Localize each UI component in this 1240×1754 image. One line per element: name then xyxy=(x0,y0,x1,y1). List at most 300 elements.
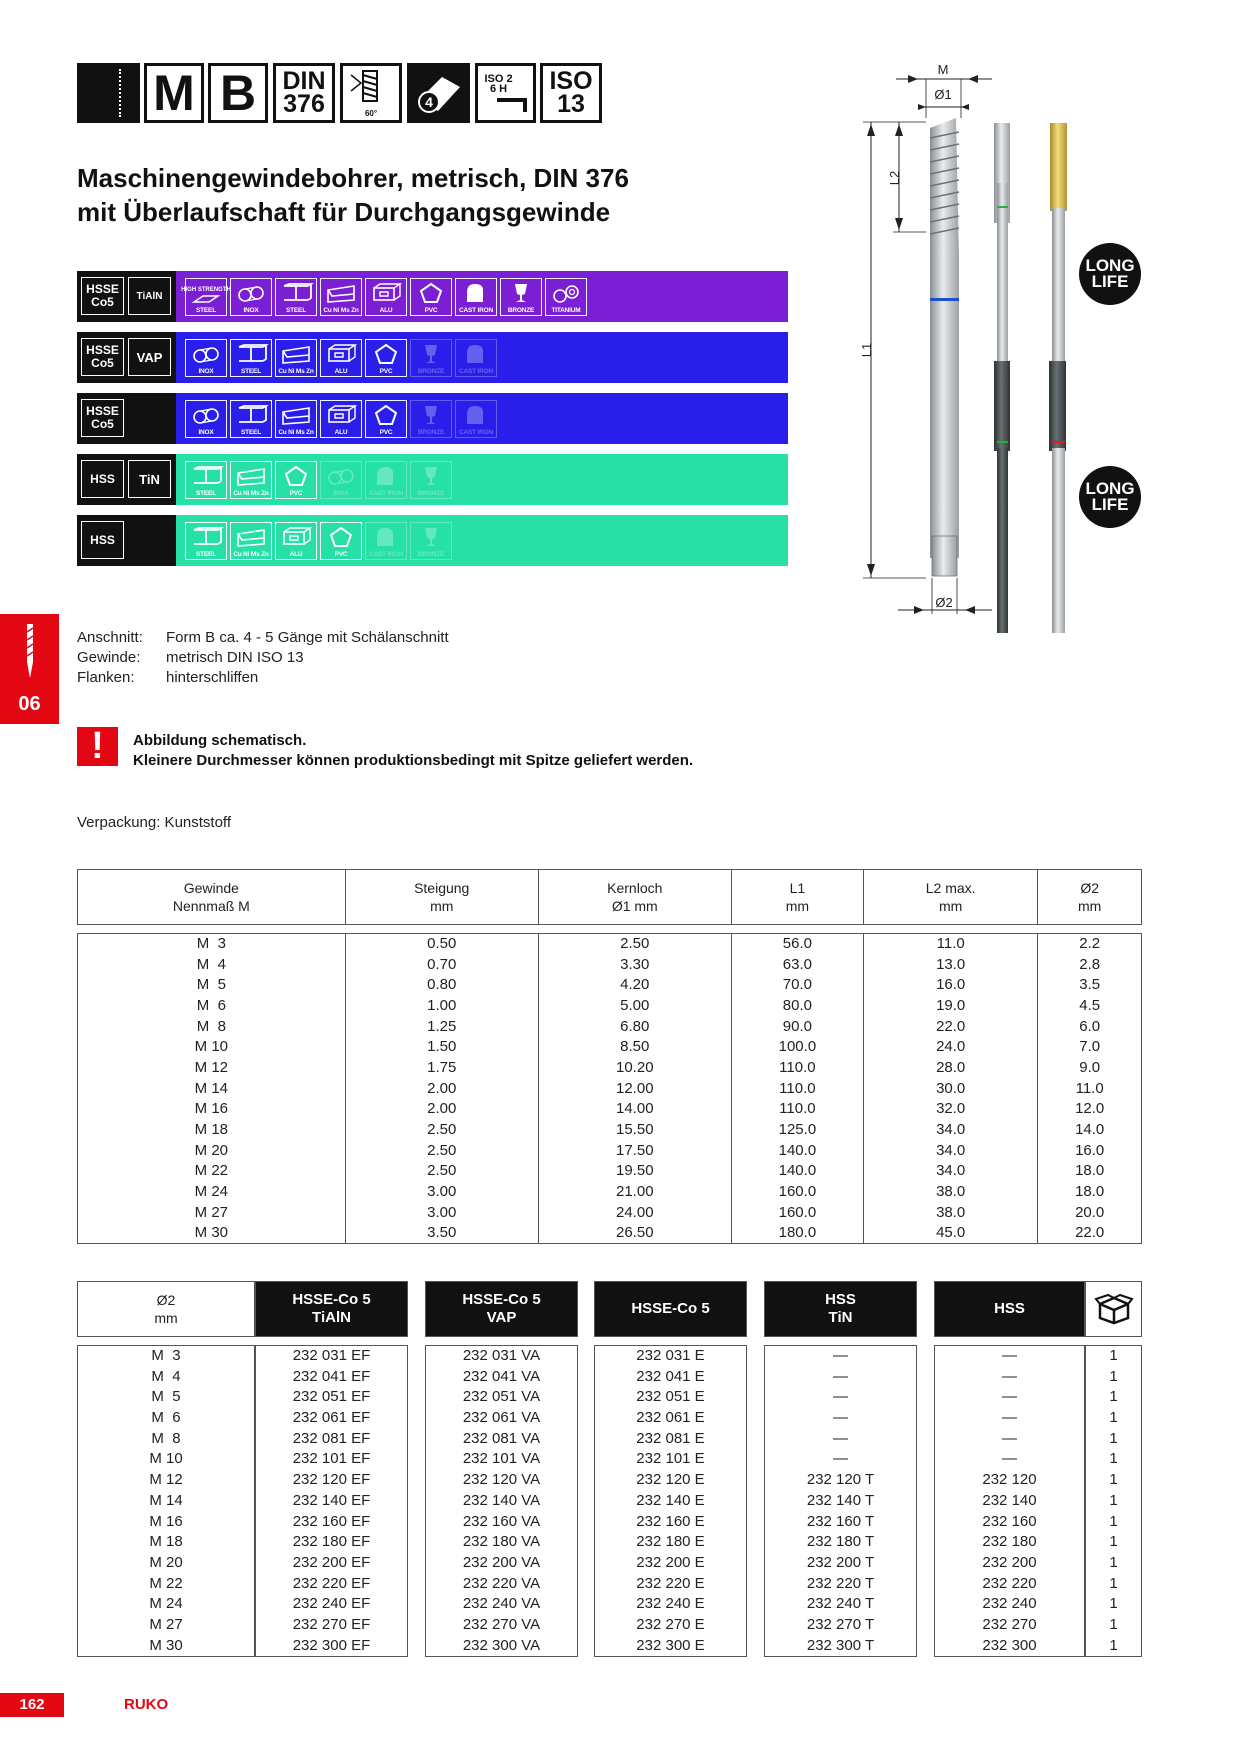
table-cell: 180.0 xyxy=(731,1223,863,1244)
coating-badge: TiN xyxy=(128,460,171,498)
material-bronze xyxy=(410,339,452,377)
din-376-icon: DIN 376 xyxy=(273,63,335,123)
material-name: BRONZE xyxy=(507,307,535,314)
title-line-1: Maschinengewindebohrer, metrisch, DIN 376 xyxy=(77,163,629,193)
page-number: 162 xyxy=(0,1693,64,1717)
pvc-icon xyxy=(366,401,406,428)
column-header: L1 mm xyxy=(731,870,863,925)
material-non-ferrous xyxy=(230,522,272,560)
table-cell: 10.20 xyxy=(538,1058,731,1079)
table-cell: — xyxy=(1002,1429,1017,1447)
material-pvc xyxy=(320,522,362,560)
material-pvc xyxy=(275,461,317,499)
table-cell: 21.00 xyxy=(538,1182,731,1203)
table-cell: 1 xyxy=(1109,1429,1118,1447)
material-name: ALU xyxy=(379,307,393,314)
svg-text:L2: L2 xyxy=(887,170,902,186)
table-cell: — xyxy=(833,1409,848,1427)
thread-profile-icon xyxy=(349,69,393,109)
col-header-vap: HSSE-Co 5 VAP xyxy=(425,1281,578,1337)
material-cast-iron xyxy=(455,278,497,316)
tool-material-label xyxy=(77,515,176,566)
material-cast-iron xyxy=(455,339,497,377)
table-cell: 1 xyxy=(1109,1595,1118,1613)
packaging-text: Verpackung: Kunststoff xyxy=(77,814,231,831)
table-row xyxy=(78,1016,1142,1037)
table-cell: — xyxy=(833,1367,848,1385)
long-life-badge: LONG LIFE xyxy=(1079,243,1141,305)
material-name: CAST IRON xyxy=(459,368,493,375)
spec-row xyxy=(77,628,449,648)
table-cell: 28.0 xyxy=(864,1058,1038,1079)
alu-icon xyxy=(321,401,361,428)
material-name: ALU xyxy=(289,551,303,558)
iso2-6h-icon: ISO 2 6 H xyxy=(475,63,536,123)
table-cell: 5.00 xyxy=(538,996,731,1017)
metric-icon: M xyxy=(144,63,204,123)
table-cell: 232 270 xyxy=(982,1615,1037,1633)
form-b-icon: B xyxy=(208,63,268,123)
table-cell: 232 180 T xyxy=(806,1533,875,1551)
base-material-badge: HSS xyxy=(81,460,124,498)
table-cell: 1 xyxy=(1109,1471,1118,1489)
table-cell: 232 140 E xyxy=(636,1491,705,1509)
material-bronze xyxy=(410,400,452,438)
table-row xyxy=(78,954,1142,975)
bronze-icon xyxy=(411,462,451,489)
table-cell: 232 160 T xyxy=(806,1512,875,1530)
table-cell: 34.0 xyxy=(864,1120,1038,1141)
column-header: Gewinde Nennmaß M xyxy=(78,870,346,925)
material-name: STEEL xyxy=(196,551,216,558)
table-cell: 0.70 xyxy=(345,954,538,975)
svg-text:4: 4 xyxy=(424,94,433,110)
table-cell: 13.0 xyxy=(864,954,1038,975)
table-cell: 34.0 xyxy=(864,1140,1038,1161)
table-cell: 4.20 xyxy=(538,975,731,996)
material-steel xyxy=(230,339,272,377)
material-name: PVC xyxy=(424,307,438,314)
material-name: STEEL xyxy=(286,307,306,314)
table-row xyxy=(78,1120,1142,1141)
table-row xyxy=(78,1223,1142,1244)
tap-image-hsse xyxy=(1049,361,1066,633)
material-row xyxy=(77,393,788,444)
material-bronze xyxy=(410,522,452,560)
material-name: CAST IRON xyxy=(369,490,403,497)
col-header-hss: HSS xyxy=(934,1281,1085,1337)
table-cell: 232 200 E xyxy=(636,1553,705,1571)
spec-key: Flanken: xyxy=(77,669,135,686)
col-header-tialn: HSSE-Co 5 TiAlN xyxy=(255,1281,408,1337)
base-material-badge: HSSE Co5 xyxy=(81,277,124,315)
table-cell: 232 061 VA xyxy=(462,1409,541,1427)
spec-key: Anschnitt: xyxy=(77,629,143,646)
spec-value: Form B ca. 4 - 5 Gänge mit Schälanschnitt xyxy=(166,629,449,646)
table-cell: M 3 xyxy=(78,934,346,955)
table-row xyxy=(78,1202,1142,1223)
table-cell: 32.0 xyxy=(864,1099,1038,1120)
table-cell: M 6 xyxy=(151,1409,181,1427)
tool-material-label xyxy=(77,454,176,505)
material-high-strength-steel xyxy=(181,278,231,316)
material-name: PVC xyxy=(289,490,303,497)
table-cell: M 5 xyxy=(78,975,346,996)
table-cell: 0.80 xyxy=(345,975,538,996)
material-pvc xyxy=(365,339,407,377)
table-cell: M 30 xyxy=(149,1636,183,1654)
tap-drawing xyxy=(860,58,1160,630)
note: Abbildung schematisch. Kleinere Durchmesser können produktionsbedingt mit Spitze geliefert werden. xyxy=(133,732,694,769)
table-cell: 56.0 xyxy=(731,934,863,955)
material-non-ferrous xyxy=(230,461,272,499)
table-cell: M 8 xyxy=(78,1016,346,1037)
tool-material-label xyxy=(77,393,176,444)
table-cell: 1 xyxy=(1109,1533,1118,1551)
svg-text:L1: L1 xyxy=(859,342,874,358)
table-cell: M 4 xyxy=(78,954,346,975)
material-bronze xyxy=(500,278,542,316)
table-cell: 232 300 E xyxy=(636,1636,705,1654)
steel-icon xyxy=(231,340,271,367)
cast-iron-icon xyxy=(456,279,496,306)
table-cell: 110.0 xyxy=(731,1078,863,1099)
table-cell: 63.0 xyxy=(731,954,863,975)
spec-list xyxy=(77,628,449,688)
table-cell: 2.50 xyxy=(345,1161,538,1182)
material-bronze xyxy=(410,461,452,499)
table-cell: M 14 xyxy=(149,1491,183,1509)
col-qty xyxy=(1085,1345,1142,1657)
material-non-ferrous xyxy=(275,339,317,377)
tool-material-label xyxy=(77,271,176,322)
spec-value: metrisch DIN ISO 13 xyxy=(166,649,304,666)
base-material-badge: HSSE Co5 xyxy=(81,399,124,437)
svg-text:Ø1: Ø1 xyxy=(934,87,952,102)
tap-image-vap xyxy=(994,361,1010,633)
material-name: CAST IRON xyxy=(459,429,493,436)
table-cell: 1 xyxy=(1109,1347,1118,1364)
table-cell: M 8 xyxy=(151,1429,181,1447)
alu-icon xyxy=(276,523,316,550)
material-inox xyxy=(230,278,272,316)
table-cell: 232 240 EF xyxy=(292,1595,371,1613)
alu-icon xyxy=(366,279,406,306)
table-cell: 160.0 xyxy=(731,1202,863,1223)
coating-badge: VAP xyxy=(128,338,171,376)
table-cell: 232 220 VA xyxy=(462,1574,541,1592)
svg-text:M: M xyxy=(937,62,949,77)
pvc-icon xyxy=(276,462,316,489)
material-alu xyxy=(320,400,362,438)
material-inox xyxy=(320,461,362,499)
material-name: ALU xyxy=(334,429,348,436)
table-cell: 232 041 EF xyxy=(292,1367,371,1385)
long-life-badge: LONG LIFE xyxy=(1079,466,1141,528)
table-cell: 232 220 E xyxy=(636,1574,705,1592)
material-steel xyxy=(185,461,227,499)
table-cell: 24.00 xyxy=(538,1202,731,1223)
table-cell: 232 031 VA xyxy=(462,1347,541,1364)
table-cell: 9.0 xyxy=(1038,1058,1142,1079)
table-cell: 232 240 T xyxy=(806,1595,875,1613)
table-row xyxy=(78,1182,1142,1203)
section-number: 06 xyxy=(18,693,41,715)
table-cell: 232 031 E xyxy=(636,1347,705,1364)
table-cell: 38.0 xyxy=(864,1202,1038,1223)
col-vap xyxy=(425,1345,578,1657)
table-cell: 17.50 xyxy=(538,1140,731,1161)
table-cell: 2.50 xyxy=(345,1120,538,1141)
table-cell: 232 240 VA xyxy=(462,1595,541,1613)
inox-icon xyxy=(231,279,271,306)
table-cell: — xyxy=(833,1450,848,1468)
table-row xyxy=(78,975,1142,996)
titanium-icon xyxy=(546,279,586,306)
table-cell: 34.0 xyxy=(864,1161,1038,1182)
col-header-hsse: HSSE-Co 5 xyxy=(594,1281,747,1337)
table-cell: 232 051 E xyxy=(636,1388,705,1406)
material-name: PVC xyxy=(334,551,348,558)
coating-badge: TiAlN xyxy=(128,277,171,315)
table-cell: 1 xyxy=(1109,1553,1118,1571)
material-pvc xyxy=(410,278,452,316)
col-header-qty xyxy=(1085,1281,1142,1337)
material-name: PVC xyxy=(379,368,393,375)
table-cell: 90.0 xyxy=(731,1016,863,1037)
table-row xyxy=(78,1161,1142,1182)
table-cell: 19.50 xyxy=(538,1161,731,1182)
table-cell: 232 180 EF xyxy=(292,1533,371,1551)
table-cell: 232 270 VA xyxy=(462,1615,541,1633)
table-cell: 232 061 E xyxy=(636,1409,705,1427)
table-cell: M 16 xyxy=(149,1512,183,1530)
table-cell: 2.00 xyxy=(345,1099,538,1120)
table-cell: 3.50 xyxy=(345,1223,538,1244)
table-cell: 232 081 E xyxy=(636,1429,705,1447)
table-cell: 15.50 xyxy=(538,1120,731,1141)
material-name: Cu Ni Ms Zn xyxy=(233,490,269,497)
table-cell: 2.2 xyxy=(1038,934,1142,955)
table-cell: 12.0 xyxy=(1038,1099,1142,1120)
material-alu xyxy=(365,278,407,316)
table-cell: 3.00 xyxy=(345,1182,538,1203)
material-name: BRONZE xyxy=(417,429,445,436)
table-cell: M 12 xyxy=(78,1058,346,1079)
table-cell: 232 270 T xyxy=(806,1615,875,1633)
thread-angle-icon: 60° xyxy=(340,63,402,123)
table-cell: 232 220 T xyxy=(806,1574,875,1592)
table-cell: — xyxy=(1002,1450,1017,1468)
cast-iron-icon xyxy=(456,401,496,428)
material-inox xyxy=(185,400,227,438)
non-ferrous-icon xyxy=(231,462,271,489)
material-name: Cu Ni Ms Zn xyxy=(278,368,314,375)
material-row xyxy=(77,454,788,505)
table-cell: — xyxy=(1002,1388,1017,1406)
material-non-ferrous xyxy=(275,400,317,438)
table-cell: 232 120 E xyxy=(636,1471,705,1489)
table-cell: 232 041 E xyxy=(636,1367,705,1385)
table-cell: 11.0 xyxy=(864,934,1038,955)
material-name: STEEL xyxy=(196,490,216,497)
steel-icon xyxy=(231,401,271,428)
spec-row xyxy=(77,668,449,688)
page-title xyxy=(77,161,629,229)
table-cell: 6.0 xyxy=(1038,1016,1142,1037)
drill-icon xyxy=(19,622,41,680)
table-cell: 140.0 xyxy=(731,1161,863,1182)
table-cell: M 10 xyxy=(149,1450,183,1468)
table-cell: 232 200 xyxy=(982,1553,1037,1571)
table-row xyxy=(78,1058,1142,1079)
table-cell: 232 220 xyxy=(982,1574,1037,1592)
table-cell: 125.0 xyxy=(731,1120,863,1141)
material-cast-iron xyxy=(365,461,407,499)
table-cell: 232 140 EF xyxy=(292,1491,371,1509)
table-cell: 232 200 T xyxy=(806,1553,875,1571)
table-cell: 232 031 EF xyxy=(292,1347,371,1364)
table-cell: 1 xyxy=(1109,1512,1118,1530)
table-cell: 30.0 xyxy=(864,1078,1038,1099)
table-cell: 232 120 T xyxy=(806,1471,875,1489)
table-cell: 26.50 xyxy=(538,1223,731,1244)
column-header: Steigung mm xyxy=(345,870,538,925)
table-cell: M 30 xyxy=(78,1223,346,1244)
table-cell: — xyxy=(833,1388,848,1406)
bronze-icon xyxy=(411,401,451,428)
title-line-2: mit Überlaufschaft für Durchgangsgewinde xyxy=(77,197,611,227)
table-cell: 4.5 xyxy=(1038,996,1142,1017)
table-cell: 38.0 xyxy=(864,1182,1038,1203)
tap-image-tin xyxy=(994,123,1010,398)
col-tin xyxy=(764,1345,917,1657)
table-cell: M 14 xyxy=(78,1078,346,1099)
table-cell: 232 180 xyxy=(982,1533,1037,1551)
table-cell: 232 220 EF xyxy=(292,1574,371,1592)
bronze-icon xyxy=(411,523,451,550)
table-cell: 18.0 xyxy=(1038,1182,1142,1203)
table-cell: 6.80 xyxy=(538,1016,731,1037)
table-cell: 232 180 E xyxy=(636,1533,705,1551)
table-cell: 14.0 xyxy=(1038,1120,1142,1141)
table-cell: 110.0 xyxy=(731,1099,863,1120)
table-cell: 1.50 xyxy=(345,1037,538,1058)
steel-icon xyxy=(186,523,226,550)
table-cell: 232 101 E xyxy=(636,1450,705,1468)
table-cell: 3.30 xyxy=(538,954,731,975)
table-cell: M 22 xyxy=(78,1161,346,1182)
table-cell: 3.5 xyxy=(1038,975,1142,996)
material-name: Cu Ni Ms Zn xyxy=(278,429,314,436)
table-cell: 232 270 E xyxy=(636,1615,705,1633)
table-cell: 232 081 VA xyxy=(462,1429,541,1447)
material-titanium xyxy=(545,278,587,316)
table-cell: 12.00 xyxy=(538,1078,731,1099)
table-cell: — xyxy=(1002,1347,1017,1364)
table-cell: M 24 xyxy=(149,1595,183,1613)
table-cell: 1 xyxy=(1109,1636,1118,1654)
column-header: Kernloch Ø1 mm xyxy=(538,870,731,925)
non-ferrous-icon xyxy=(321,279,361,306)
material-name: INOX xyxy=(333,490,349,497)
table-cell: M 5 xyxy=(151,1388,181,1406)
non-ferrous-icon xyxy=(231,523,271,550)
material-cast-iron xyxy=(365,522,407,560)
table-cell: 1 xyxy=(1109,1615,1118,1633)
col-tialn xyxy=(255,1345,408,1657)
material-name: BRONZE xyxy=(417,490,445,497)
material-row xyxy=(77,332,788,383)
table-cell: — xyxy=(1002,1409,1017,1427)
col-header-tin: HSS TiN xyxy=(764,1281,917,1337)
table-cell: 232 120 VA xyxy=(462,1471,541,1489)
table-cell: 232 140 T xyxy=(806,1491,875,1509)
table-cell: 232 160 xyxy=(982,1512,1037,1530)
table-cell: 232 200 VA xyxy=(462,1553,541,1571)
table-cell: M 18 xyxy=(149,1533,183,1551)
table-cell: 232 160 EF xyxy=(292,1512,371,1530)
material-row xyxy=(77,515,788,566)
table-cell: M 22 xyxy=(149,1574,183,1592)
table-cell: 1.75 xyxy=(345,1058,538,1079)
table-cell: 16.0 xyxy=(1038,1140,1142,1161)
table-cell: 232 180 VA xyxy=(462,1533,541,1551)
table-cell: 16.0 xyxy=(864,975,1038,996)
table-cell: 2.8 xyxy=(1038,954,1142,975)
inox-icon xyxy=(186,340,226,367)
table-cell: 3.00 xyxy=(345,1202,538,1223)
column-header: L2 max. mm xyxy=(864,870,1038,925)
material-name: STEEL xyxy=(196,307,216,314)
material-name: TITANIUM xyxy=(551,307,581,314)
table-cell: 2.50 xyxy=(345,1140,538,1161)
table-cell: 7.0 xyxy=(1038,1037,1142,1058)
table-cell: 2.50 xyxy=(538,934,731,955)
table-cell: 1 xyxy=(1109,1367,1118,1385)
table-row xyxy=(78,1078,1142,1099)
table-cell: M 12 xyxy=(149,1471,183,1489)
steel-icon xyxy=(186,462,226,489)
material-steel xyxy=(230,400,272,438)
cast-iron-icon xyxy=(366,462,406,489)
table-cell: 232 041 VA xyxy=(462,1367,541,1385)
steel-icon xyxy=(276,279,316,306)
material-name: INOX xyxy=(198,368,214,375)
table-cell: 1.25 xyxy=(345,1016,538,1037)
table-cell: 1 xyxy=(1109,1450,1118,1468)
table-cell: 14.00 xyxy=(538,1099,731,1120)
dimensions-table xyxy=(77,869,1142,1244)
material-alu xyxy=(275,522,317,560)
table-cell: M 10 xyxy=(78,1037,346,1058)
alu-icon xyxy=(321,340,361,367)
table-row xyxy=(78,1140,1142,1161)
table-cell: 232 101 VA xyxy=(462,1450,541,1468)
table-cell: 11.0 xyxy=(1038,1078,1142,1099)
high-strength-steel-icon xyxy=(181,279,231,306)
table-cell: 1 xyxy=(1109,1574,1118,1592)
table-cell: 232 160 E xyxy=(636,1512,705,1530)
material-name: CAST IRON xyxy=(369,551,403,558)
pvc-icon xyxy=(411,279,451,306)
table-cell: 140.0 xyxy=(731,1140,863,1161)
table-cell: 20.0 xyxy=(1038,1202,1142,1223)
material-row xyxy=(77,271,788,322)
material-steel xyxy=(275,278,317,316)
material-name: ALU xyxy=(334,368,348,375)
material-name: INOX xyxy=(243,307,259,314)
